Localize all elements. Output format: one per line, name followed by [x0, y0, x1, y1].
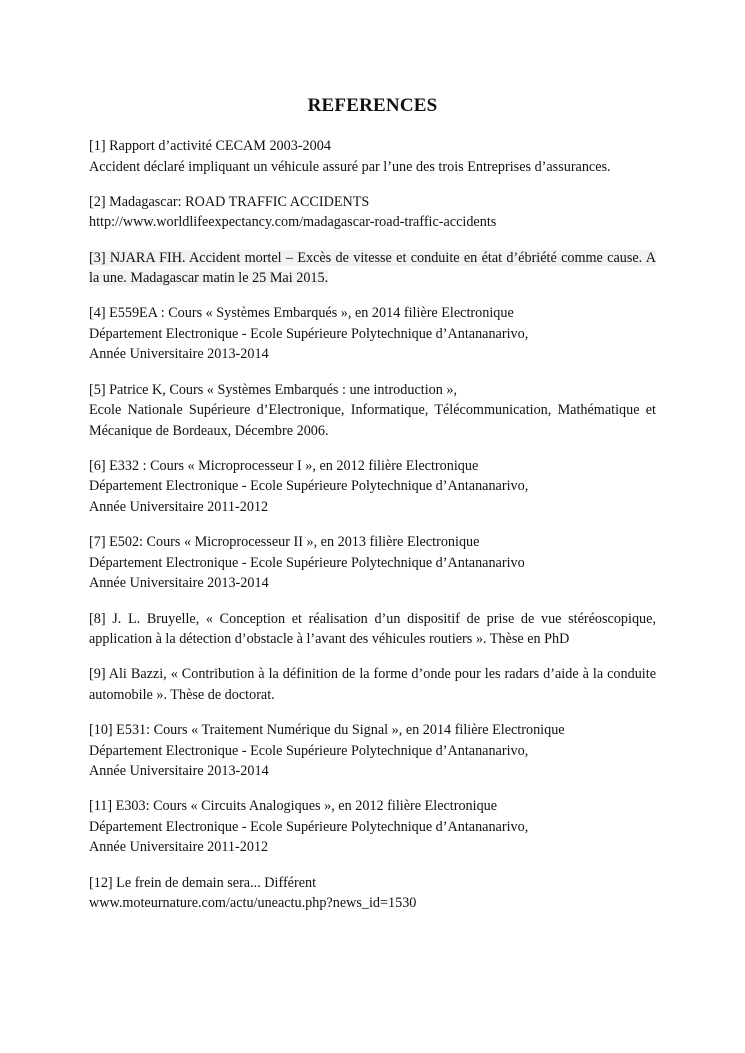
reference-1	[89, 136, 656, 177]
reference-line: Année Universitaire 2013-2014	[89, 346, 269, 363]
reference-line: [1] Rapport d’activité CECAM 2003-2004	[89, 138, 331, 154]
reference-2	[89, 192, 656, 233]
reference-line: [4] E559EA : Cours « Systèmes Embarqués », en 2014 filière Electronique	[89, 305, 514, 322]
reference-line: [2] Madagascar: ROAD TRAFFIC ACCIDENTS	[89, 193, 370, 210]
reference-6	[89, 456, 656, 518]
reference-url: http://www.worldlifeexpectancy.com/madagascar-road-traffic-accidents	[89, 214, 497, 231]
references-page	[89, 94, 656, 929]
reference-line: Accident déclaré impliquant un véhicule assuré par l’une des trois Entreprises d’assurances.	[89, 158, 611, 175]
reference-line: [10] E531: Cours « Traitement Numérique du Signal », en 2014 filière Electronique	[89, 722, 565, 739]
reference-line: Année Universitaire 2013-2014	[89, 763, 269, 780]
reference-text: [3] NJARA FIH. Accident mortel – Excès de vitesse et conduite en état d’ébriété comme cause. A la une. Madagascar matin le 25 Mai 2015.	[89, 249, 656, 287]
reference-text: Ecole Nationale Supérieure d’Electronique, Informatique, Télécommunication, Mathématique et Mécanique de Bordeaux, Décembre 2006.	[89, 402, 656, 439]
reference-line: [6] E332 : Cours « Microprocesseur I », en 2012 filière Electronique	[89, 457, 479, 474]
reference-text: [8] J. L. Bruyelle, « Conception et réalisation d’un dispositif de prise de vue stéréoscopique, application à la détection d’obstacle à l’avant des véhicules routiers ». Thèse en PhD	[89, 610, 656, 648]
reference-7	[89, 532, 656, 594]
reference-line: Département Electronique - Ecole Supérieure Polytechnique d’Antananarivo,	[89, 325, 529, 342]
reference-line: Année Universitaire 2011-2012	[89, 498, 269, 515]
reference-line: Département Electronique - Ecole Supérieure Polytechnique d’Antananarivo,	[89, 818, 529, 835]
reference-line: Année Universitaire 2011-2012	[89, 839, 269, 856]
reference-12	[89, 873, 656, 914]
reference-text: [9] Ali Bazzi, « Contribution à la définition de la forme d’onde pour les radars d’aide à la conduite automobile ». Thèse de doctorat.	[89, 666, 656, 703]
reference-line: [12] Le frein de demain sera... Différent	[89, 874, 317, 891]
reference-10	[89, 720, 656, 782]
reference-line: Département Electronique - Ecole Supérieure Polytechnique d’Antananarivo	[89, 554, 525, 571]
reference-3	[89, 248, 656, 289]
reference-11	[89, 796, 656, 858]
reference-4	[89, 303, 656, 365]
reference-line: [5] Patrice K, Cours « Systèmes Embarqués : une introduction »,	[89, 381, 458, 398]
reference-url: www.moteurnature.com/actu/uneactu.php?news_id=1530	[89, 895, 417, 912]
reference-line: [11] E303: Cours « Circuits Analogiques », en 2012 filière Electronique	[89, 798, 498, 815]
reference-8	[89, 609, 656, 650]
reference-line: Département Electronique - Ecole Supérieure Polytechnique d’Antananarivo,	[89, 742, 529, 759]
reference-line: Département Electronique - Ecole Supérieure Polytechnique d’Antananarivo,	[89, 478, 529, 495]
reference-line: Année Universitaire 2013-2014	[89, 575, 269, 592]
page-title: REFERENCES	[307, 95, 438, 116]
reference-5	[89, 380, 656, 442]
reference-9	[89, 664, 656, 705]
reference-line: [7] E502: Cours « Microprocesseur II », en 2013 filière Electronique	[89, 534, 480, 551]
